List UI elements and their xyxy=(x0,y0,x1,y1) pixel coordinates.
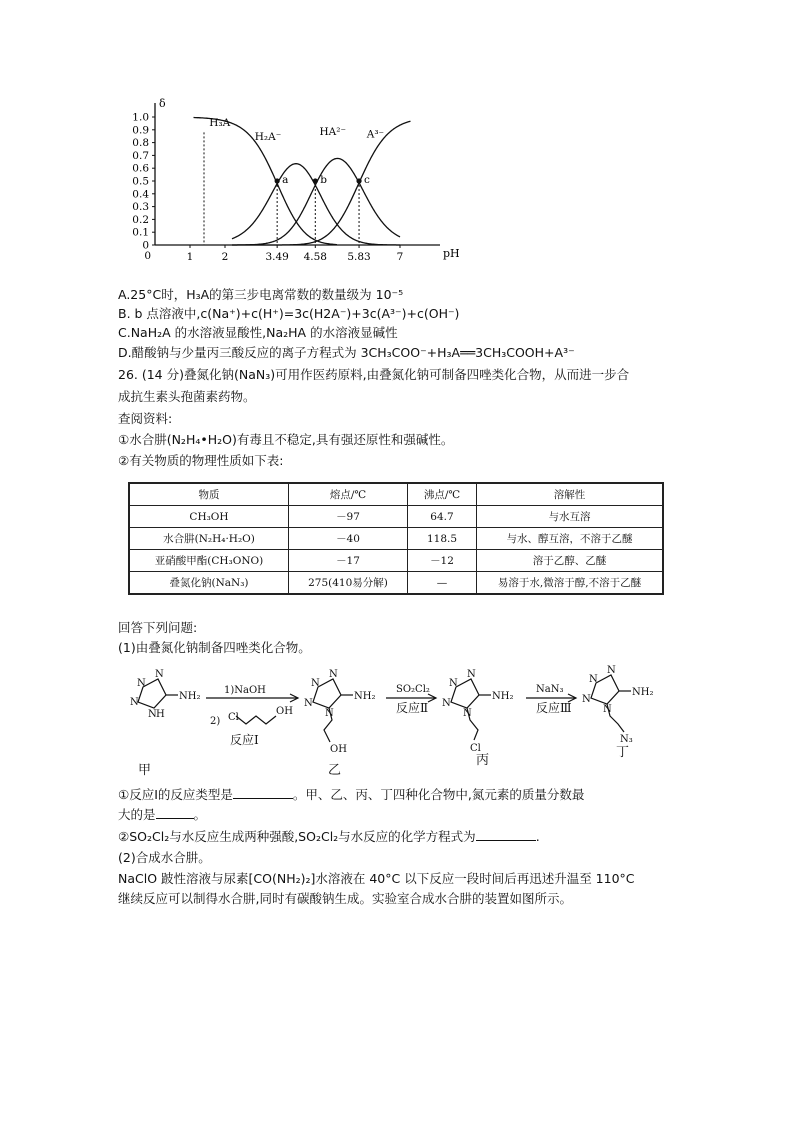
azide-label: N₃ xyxy=(620,734,633,745)
table-cell: 与水、醇互溶，不溶于乙醚 xyxy=(477,528,664,550)
question-1-line-1 xyxy=(118,786,584,804)
table-cell: — xyxy=(408,572,477,595)
reaction-3-reagent: NaN₃ xyxy=(536,684,564,695)
reaction-2-reagent: SO₂Cl₂ xyxy=(396,684,430,695)
question-2-line xyxy=(118,828,540,846)
part-2-heading: (2)合成水合肼。 xyxy=(118,850,211,865)
series-label: HA²⁻ xyxy=(319,125,346,138)
table-cell: 与水互溶 xyxy=(477,506,664,528)
x-tick-label: 3.49 xyxy=(265,251,289,263)
reference-item-2: ②有关物质的物理性质如下表: xyxy=(118,453,284,468)
atom-n: N xyxy=(603,704,612,715)
question-1-text: ①反应Ⅰ的反应类型是 xyxy=(118,787,233,802)
option-a: A.25°C时，H₃A的第三步电离常数的数量级为 10⁻⁵ xyxy=(118,287,404,302)
data-point xyxy=(313,178,318,183)
table-header-row xyxy=(129,483,663,506)
y-tick-label: 0.5 xyxy=(132,175,149,188)
part-1-heading: (1)由叠氮化钠制备四唑类化合物。 xyxy=(118,640,311,655)
question-2-text: ②SO₂Cl₂与水反应生成两种强酸,SO₂Cl₂与水反应的化学方程式为 xyxy=(118,829,476,844)
question-1-text: 。 xyxy=(193,807,207,822)
reference-item-1: ①水合肼(N₂H₄•H₂O)有毒且不稳定,具有强还原性和强碱性。 xyxy=(118,432,454,447)
option-d: D.醋酸钠与少量丙三酸反应的离子方程式为 3CH₃COO⁻+H₃A══3CH₃COOH+A³⁻ xyxy=(118,345,575,360)
y-tick-label: 0.2 xyxy=(132,213,149,226)
table-header: 熔点/℃ xyxy=(289,483,408,506)
atom-n: N xyxy=(311,678,320,689)
table-cell: 溶于乙醇、乙醚 xyxy=(477,550,664,572)
table-cell: －17 xyxy=(289,550,408,572)
hydroxyl-label: OH xyxy=(330,744,347,755)
atom-n: N xyxy=(325,708,334,719)
atom-n: N xyxy=(607,665,616,676)
y-tick-label: 0.1 xyxy=(132,226,149,239)
question-1-text: 。甲、乙、丙、丁四种化合物中,氮元素的质量分数最 xyxy=(292,787,585,802)
x-tick-label: 7 xyxy=(396,251,404,263)
table-cell: 275(410易分解) xyxy=(289,572,408,595)
atom-h: H xyxy=(156,709,165,720)
question-1-line-2 xyxy=(118,806,206,824)
y-tick-label: 1.0 xyxy=(132,111,149,124)
origin-label: 0 xyxy=(144,250,151,262)
atom-n: N xyxy=(467,669,476,680)
answer-blank-equation[interactable] xyxy=(476,828,536,841)
table-header: 沸点/℃ xyxy=(408,483,477,506)
table-cell: －97 xyxy=(289,506,408,528)
compound-ding-label: 丁 xyxy=(616,745,630,760)
x-tick-label: 2 xyxy=(221,251,229,263)
reaction-1-step-number: 2) xyxy=(210,716,221,727)
chlorine-label: Cl xyxy=(228,712,239,723)
y-axis-label: δ xyxy=(159,97,166,110)
table-row xyxy=(129,506,663,528)
atom-n: N xyxy=(329,669,338,680)
reaction-1-label: 反应Ⅰ xyxy=(230,733,259,747)
atom-nh: N xyxy=(148,709,157,720)
point-label: b xyxy=(320,174,328,186)
table-header: 物质 xyxy=(129,483,289,506)
y-tick-label: 0.4 xyxy=(132,188,149,201)
y-tick-label: 0.9 xyxy=(132,124,149,137)
atom-n: N xyxy=(155,669,164,680)
point-label: c xyxy=(364,174,370,186)
table-cell: 易溶于水,微溶于醇,不溶于乙醚 xyxy=(477,572,664,595)
y-tick-label: 0.8 xyxy=(132,137,149,150)
compound-yi-label: 乙 xyxy=(328,763,342,778)
atom-n: N xyxy=(463,708,472,719)
atom-n: N xyxy=(442,698,451,709)
compound-jia-label: 甲 xyxy=(138,763,152,778)
x-tick-label: 1 xyxy=(186,251,194,263)
nh2-group: NH₂ xyxy=(492,691,514,702)
table-cell: －12 xyxy=(408,550,477,572)
question-1-text: 大的是 xyxy=(118,807,156,822)
chlorine-label: Cl xyxy=(470,743,481,754)
x-tick-label: 5.83 xyxy=(347,251,371,263)
y-tick-label: 0 xyxy=(142,239,149,252)
reaction-1-reagent: 1)NaOH xyxy=(224,685,266,696)
reaction-scheme xyxy=(118,660,688,780)
nh2-group: NH₂ xyxy=(179,691,201,702)
atom-n: N xyxy=(582,694,591,705)
series-label: A³⁻ xyxy=(366,128,385,141)
atom-n: N xyxy=(449,678,458,689)
reaction-3-label: 反应Ⅲ xyxy=(536,701,572,715)
table-cell: －40 xyxy=(289,528,408,550)
series-label: H₃A xyxy=(209,116,231,129)
atom-n: N xyxy=(304,698,313,709)
answer-title: 回答下列问题: xyxy=(118,620,198,635)
q26-intro-line2: 成抗生素头孢菌素药物。 xyxy=(118,389,256,404)
data-point xyxy=(356,178,361,183)
q26-intro-line1: 26. (14 分)叠氮化钠(NaN₃)可用作医药原料,由叠氮化钠可制备四唑类化合物，从而进一步合 xyxy=(118,367,630,382)
atom-n: N xyxy=(130,697,139,708)
table-cell: 亚硝酸甲酯(CH₃ONO) xyxy=(129,550,289,572)
x-tick-label: 4.58 xyxy=(303,251,327,263)
y-tick-label: 0.3 xyxy=(132,201,149,214)
part-2-text-1: NaClO 跛性溶液与尿素[CO(NH₂)₂]水溶液在 40°C 以下反应一段时间后再迅述升温至 110°C xyxy=(118,871,635,886)
option-b: B. b 点溶液中,c(Na⁺)+c(H⁺)=3c(H2A⁻)+3c(A³⁻)+c(OH⁻) xyxy=(118,306,460,321)
nh2-group: NH₂ xyxy=(354,691,376,702)
series-line-H2A xyxy=(232,164,400,245)
y-tick-label: 0.7 xyxy=(132,149,149,162)
option-c: C.NaH₂A 的水溶液显酸性,Na₂HA 的水溶液显碱性 xyxy=(118,325,398,340)
atom-n: N xyxy=(137,678,146,689)
hydroxyl-label: OH xyxy=(276,706,293,717)
compound-bing-label: 丙 xyxy=(476,753,490,768)
reference-title: 查阅资料: xyxy=(118,411,173,426)
table-cell: 64.7 xyxy=(408,506,477,528)
table-cell: 叠氮化钠(NaN₃) xyxy=(129,572,289,595)
table-row xyxy=(129,550,663,572)
series-label: H₂A⁻ xyxy=(254,131,282,144)
table-cell: CH₃OH xyxy=(129,506,289,528)
nh2-group: NH₂ xyxy=(632,687,654,698)
atom-n: N xyxy=(589,674,598,685)
distribution-chart xyxy=(110,95,460,270)
table-cell: 水合肼(N₂H₄·H₂O) xyxy=(129,528,289,550)
data-point xyxy=(275,178,280,183)
series-line-HA xyxy=(232,158,400,245)
y-tick-label: 0.6 xyxy=(132,162,149,175)
table-cell: 118.5 xyxy=(408,528,477,550)
table-row xyxy=(129,572,663,595)
part-2-text-2: 继续反应可以制得水合肼,同时有碳酸钠生成。实验室合成水合肼的装置如图所示。 xyxy=(118,891,572,906)
reaction-2-label: 反应Ⅱ xyxy=(396,701,429,715)
answer-blank-reaction-type[interactable] xyxy=(233,786,293,799)
x-axis-label: pH xyxy=(443,247,460,260)
point-label: a xyxy=(282,174,289,186)
answer-blank-compound[interactable] xyxy=(156,806,194,819)
question-2-text: . xyxy=(535,829,540,844)
table-row xyxy=(129,528,663,550)
properties-table xyxy=(128,482,664,595)
table-header: 溶解性 xyxy=(477,483,664,506)
